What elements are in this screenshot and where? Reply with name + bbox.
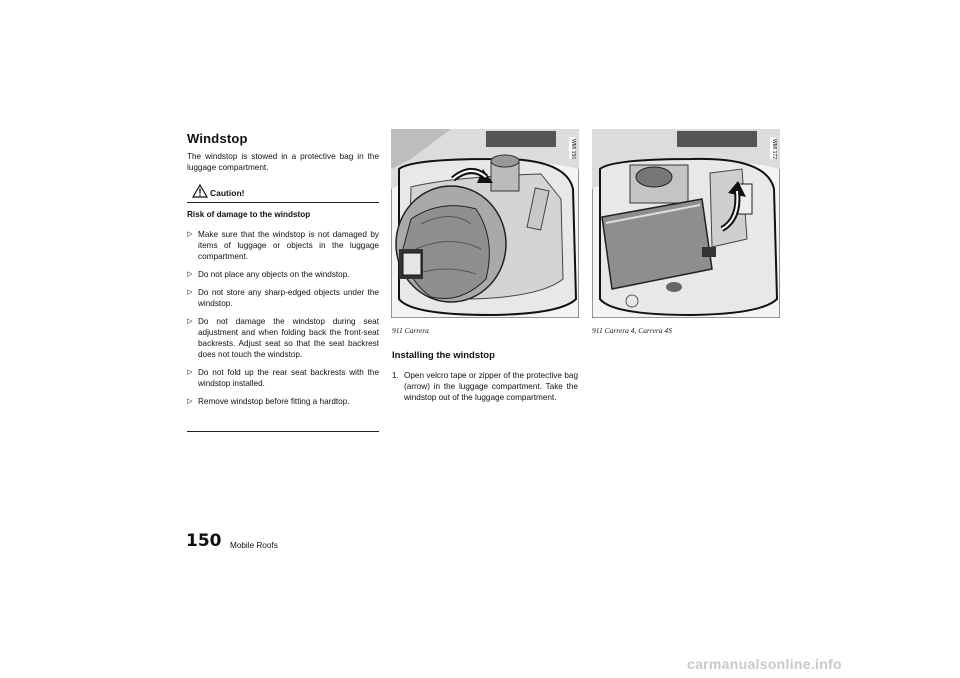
list-item: ▷ Do not fold up the rear seat backrests with the windstop installed.	[187, 368, 379, 388]
bullet-marker-icon: ▷	[187, 289, 193, 296]
watermark: carmanualsonline.info	[687, 656, 842, 672]
bullet-marker-icon: ▷	[187, 318, 193, 325]
step-number: 1.	[392, 371, 399, 380]
bullet-marker-icon: ▷	[187, 369, 193, 376]
section-name: Mobile Roofs	[230, 541, 278, 550]
figure-code: WMI 172	[771, 139, 777, 160]
warning-triangle-icon	[192, 184, 208, 198]
caution-end-rule	[187, 431, 379, 432]
list-item: ▷ Do not damage the windstop during seat adjustment and when folding back the front-seat backrests. Adjust seat so that the seat backrest does not touch the windstop.	[187, 317, 379, 359]
risk-heading: Risk of damage to the windstop	[187, 210, 311, 219]
caution-label: Caution!	[210, 188, 245, 198]
step-text: Open velcro tape or zipper of the protective bag (arrow) in the luggage compartment. Take the windstop out of the luggage compartment.	[404, 371, 578, 402]
caution-header	[187, 184, 379, 203]
install-heading: Installing the windstop	[392, 350, 495, 361]
figure-code: WMI 156	[570, 139, 576, 160]
bullet-marker-icon: ▷	[187, 231, 193, 238]
list-item: ▷ Make sure that the windstop is not damaged by items of luggage or objects in the luggage compartment.	[187, 230, 379, 261]
list-item: ▷ Do not store any sharp-edged objects under the windstop.	[187, 288, 379, 308]
install-step-1	[392, 370, 578, 403]
bullet-marker-icon: ▷	[187, 271, 193, 278]
caution-list	[187, 229, 379, 414]
bullet-marker-icon: ▷	[187, 398, 193, 405]
figure-caption: 911 Carrera	[392, 326, 429, 335]
intro-paragraph: The windstop is stowed in a protective bag in the luggage compartment.	[187, 152, 379, 172]
page-number: 150	[186, 531, 222, 551]
list-item: ▷ Do not place any objects on the windstop.	[187, 270, 350, 279]
figure-luggage-compartment-carrera-4	[592, 129, 780, 318]
figure-caption: 911 Carrera 4, Carrera 4S	[592, 326, 672, 335]
figure-luggage-compartment-carrera	[391, 129, 579, 318]
section-heading: Windstop	[187, 131, 248, 146]
list-item: ▷ Remove windstop before fitting a hardtop.	[187, 397, 350, 406]
